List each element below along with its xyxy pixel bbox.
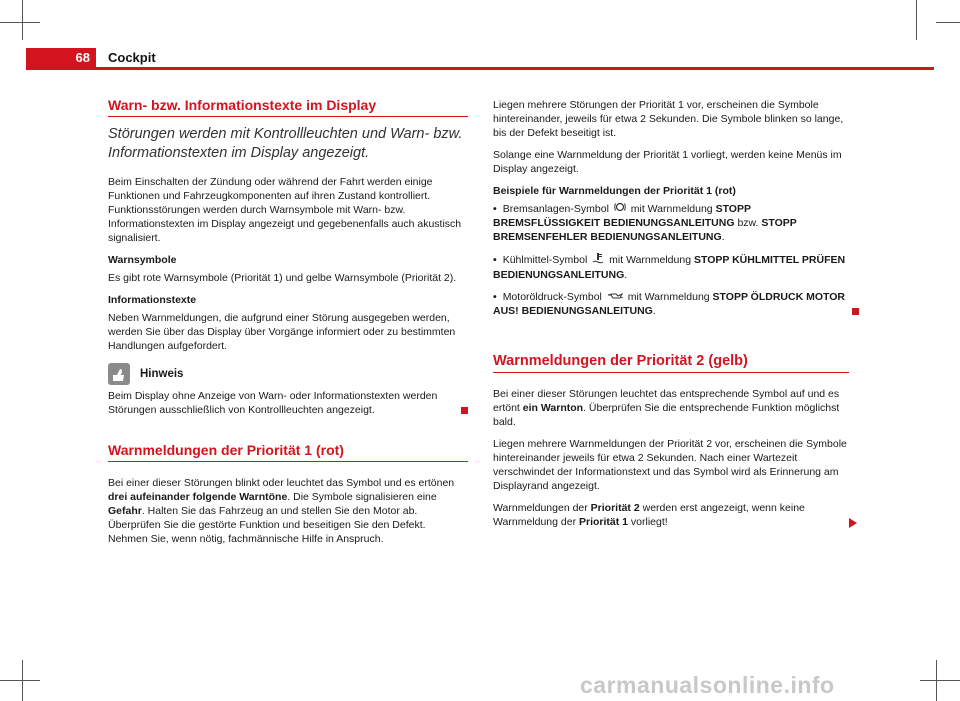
paragraph: Neben Warnmeldungen, die aufgrund einer Störung ausgegeben werden, werden Sie über das Display über Vorgänge informiert oder zu bestimmten Handlungen aufgefordert. xyxy=(108,312,456,352)
crop-mark xyxy=(920,680,960,681)
paragraph: Liegen mehrere Warnmeldungen der Priorität 2 vor, erscheinen die Symbole hintereinander jeweils für etwa 2 Sekunden. Nach einer Wartezeit verschwindet der Informationstext und das Symbol wird als Erinnerung am Displayrand angezeigt. xyxy=(493,438,847,493)
section-end-icon xyxy=(461,407,468,414)
paragraph: Bei einer dieser Störungen leuchtet das entsprechende Symbol auf und es ertönt ein Warnton. Überprüfen Sie die entsprechende Funktion möglichst bald. xyxy=(493,388,840,429)
hint-title: Hinweis xyxy=(140,368,184,380)
subheading: Informationstexte xyxy=(108,294,197,306)
list-item: • Motoröldruck-Symbol mit Warnmeldung STOPP ÖLDRUCK MOTOR AUS! BEDIENUNGSANLEITUNG. xyxy=(493,290,849,318)
paragraph: Liegen mehrere Störungen der Priorität 1 vor, erscheinen die Symbole hintereinander, jeweils für etwa 2 Sekunden. Die Symbole blinken so lange, bis der Defekt beseitigt ist. xyxy=(493,99,844,139)
section-title: Warnmeldungen der Priorität 1 (rot) xyxy=(108,443,468,462)
chapter-title: Cockpit xyxy=(108,50,156,65)
paragraph: Es gibt rote Warnsymbole (Priorität 1) und gelbe Warnsymbole (Priorität 2). xyxy=(108,272,457,284)
watermark: carmanualsonline.info xyxy=(580,672,835,698)
paragraph: Beim Einschalten der Zündung oder während der Fahrt werden einige Funktionen und Fahrzeugkomponenten auf ihren Zustand kontrolliert. Funktionsstörungen werden durch Warnsymbole mit Warn- bzw. Informationstexten im Display angezeigt und gegebenenfalls auch akustisch signalisiert. xyxy=(108,176,462,244)
crop-mark xyxy=(0,22,40,23)
subheading: Beispiele für Warnmeldungen der Priorität 1 (rot) xyxy=(493,185,736,197)
section-end-icon xyxy=(852,308,859,315)
coolant-icon xyxy=(592,252,604,268)
section-lead: Störungen werden mit Kontrollleuchten und Warn- bzw. Informationstexten im Display angezeigt. xyxy=(108,126,463,161)
crop-mark xyxy=(916,0,917,40)
crop-mark xyxy=(22,0,23,40)
right-column xyxy=(493,98,849,537)
section-title: Warn- bzw. Informationstexte im Display xyxy=(108,98,468,117)
left-column xyxy=(108,98,468,554)
hint-icon xyxy=(108,363,130,385)
continue-arrow-icon xyxy=(849,518,857,528)
list-item: • Kühlmittel-Symbol mit Warnmeldung STOPP KÜHLMITTEL PRÜFEN BEDIENUNGSANLEITUNG. xyxy=(493,254,846,282)
section-title: Warnmeldungen der Priorität 2 (gelb) xyxy=(493,354,849,373)
subheading: Warnsymbole xyxy=(108,254,177,266)
paragraph: Bei einer dieser Störungen blinkt oder leuchtet das Symbol und es ertönen drei aufeinander folgende Warntöne. Die Symbole signalisieren eine Gefahr. Halten Sie das Fahrzeug an und stellen Sie den Motor ab. Überprüfen Sie die gestörte Funktion und beseitigen Sie den Defekt. Nehmen Sie, wenn nötig, fachmännische Hilfe in Anspruch. xyxy=(108,477,455,545)
list-item: • Bremsanlagen-Symbol mit Warnmeldung STOPP BREMSFLÜSSIGKEIT BEDIENUNGSANLEITUNG bzw. STOPP BREMSENFEHLER BEDIENUNGSANLEITUNG. xyxy=(493,203,797,244)
page-number: 68 xyxy=(26,48,96,68)
paragraph: Warnmeldungen der Priorität 2 werden erst angezeigt, wenn keine Warnmeldung der Priorität 1 vorliegt! xyxy=(493,501,849,529)
hint-text: Beim Display ohne Anzeige von Warn- oder Informationstexten werden Störungen ausschließlich von Kontrollleuchten angezeigt. xyxy=(108,389,468,417)
header-rule xyxy=(26,67,934,70)
crop-mark xyxy=(0,680,40,681)
oil-pressure-icon xyxy=(607,290,623,304)
paragraph: Solange eine Warnmeldung der Priorität 1 vorliegt, werden keine Menüs im Display angezeigt. xyxy=(493,149,842,175)
brake-icon xyxy=(614,202,626,216)
hint-box xyxy=(108,363,468,385)
crop-mark xyxy=(936,22,960,23)
